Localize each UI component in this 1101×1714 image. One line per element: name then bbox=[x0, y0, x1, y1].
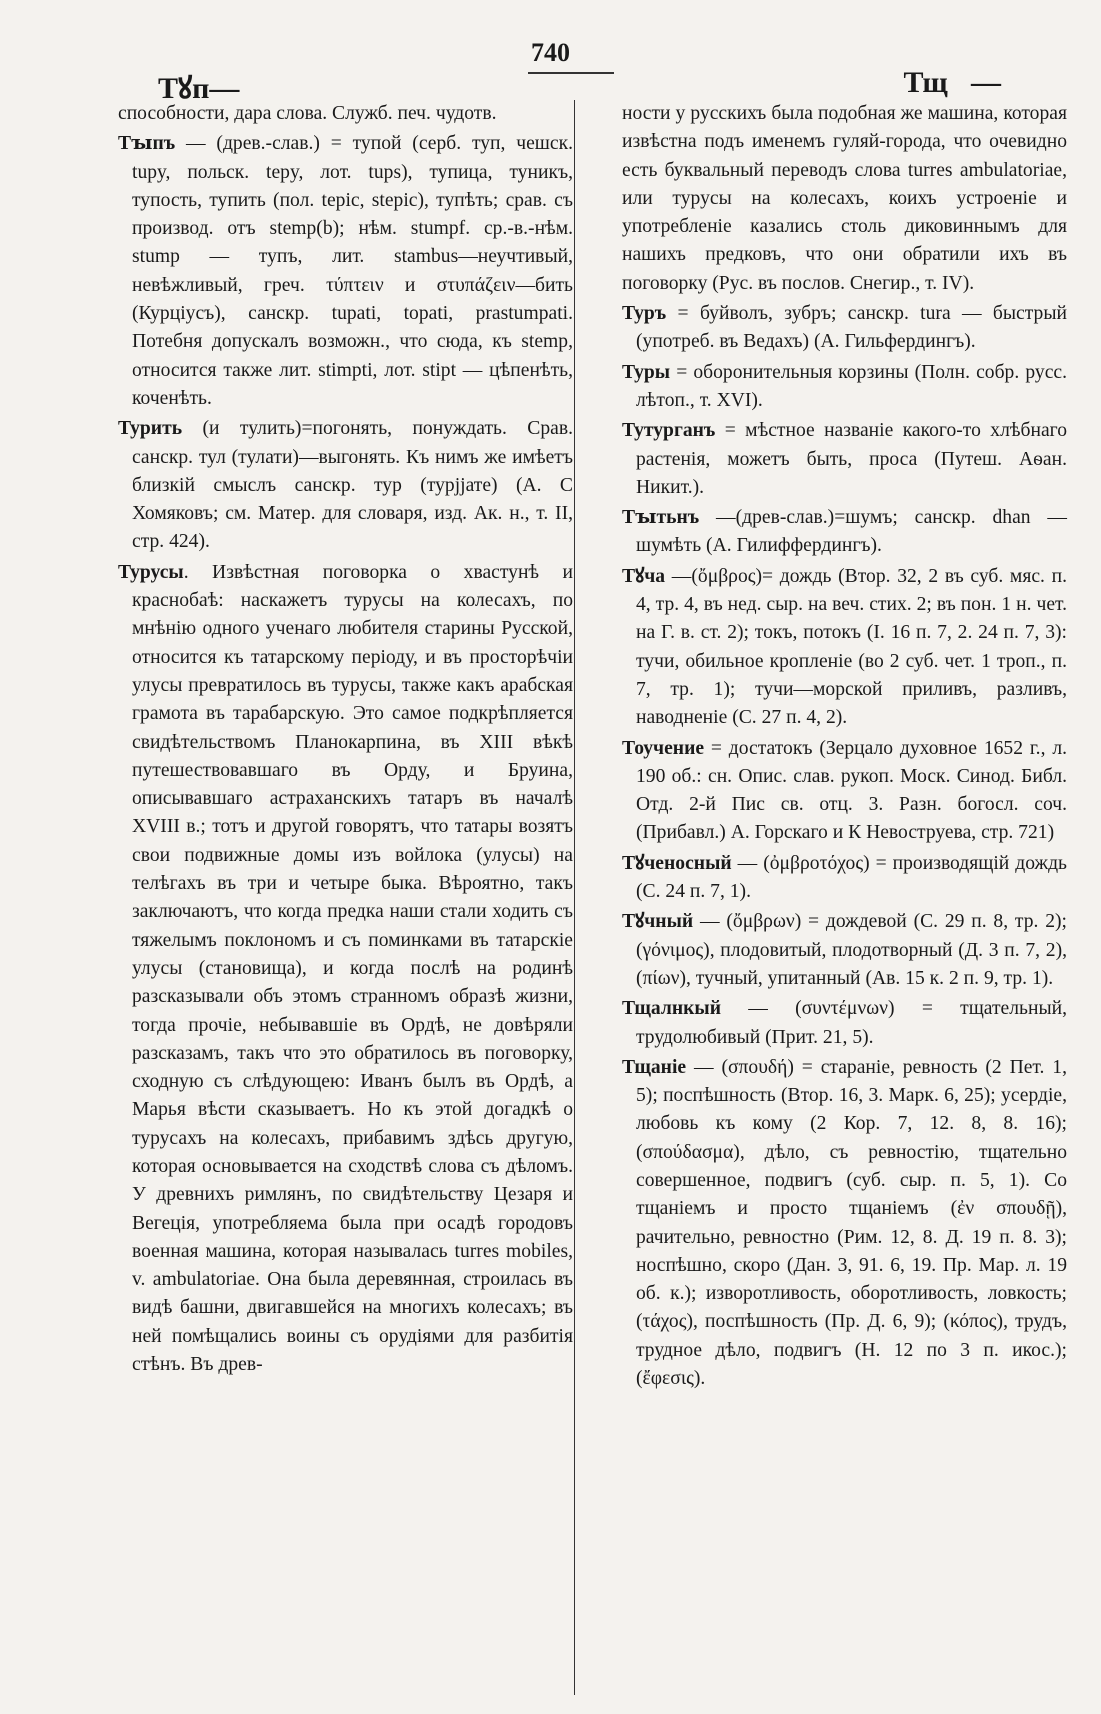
entry-turusy bbox=[118, 559, 573, 1380]
entry-tury bbox=[622, 359, 1067, 416]
headword: Туры bbox=[622, 361, 671, 383]
headword: Турить bbox=[118, 418, 183, 440]
entry-tytn bbox=[622, 504, 1067, 561]
entry-tuchny bbox=[622, 908, 1067, 993]
headword: Туръ bbox=[622, 303, 667, 325]
entry-text: (и тулить)=погонять, понуждать. Срав. санскр. тул (тулати)—выгонять. Къ нимъ же имѣетъ близкій смыслъ санскр. тур (турjjате) (А. С Хомяковъ; см. Матер. для словаря, изд. Ак. н., т. II, стр. 424). bbox=[132, 418, 573, 553]
header-rule bbox=[528, 72, 614, 74]
entry-text: — (древ.-слав.) = тупой (серб. туп, чешск. tupy, польск. tepy, лот. tups), тупица, туникъ, тупость, тупить (пол. tepic, stepic), тупѣть; срав. съ производ. отъ stemp(b); нѣм. stumpf. ср.-в.-нѣм. stump — тупъ, лит. stambus—неучтивый, невѣжливый, греч. τύπτειν и στυπάζειν—бить (Курціусъ), санскр. tupati, topati, prastumpati. Потебня допускалъ возможн., что сюда, къ stemp, относится также лит. stimpti, лот. stipt — цѣпенѣть, коченѣть. bbox=[132, 133, 573, 409]
headword: Тщаніе bbox=[622, 1056, 687, 1078]
headword: Тꙑпъ bbox=[118, 133, 176, 155]
entry-text: = мѣстное названіе какого-то хлѣбнаго растенія, можетъ быть, проса (Путеш. Аѳан. Никит.). bbox=[636, 420, 1067, 498]
headword: Тꙋченосный bbox=[622, 852, 732, 874]
entry-text: — (συντέμνων) = тщательный, трудолюбивый (Прит. 21, 5). bbox=[636, 998, 1067, 1048]
entry-tucha bbox=[622, 563, 1067, 733]
page-header bbox=[0, 38, 1101, 105]
headword: Турусы bbox=[118, 561, 184, 583]
entry-turit bbox=[118, 415, 573, 556]
headword: Тоучение bbox=[622, 737, 705, 759]
entry-text: — (ὄμβρων) = дождевой (С. 29 п. 8, тр. 2); (γόνιμος), плодовитый, плодотворный (Д. 3 п. 7, 2), (πίων), тучный, упитанный (Ав. 15 к. 2 п. 9, тр. 1). bbox=[636, 911, 1067, 989]
entry-touchenie bbox=[622, 735, 1067, 848]
left-column bbox=[118, 100, 573, 1381]
entry-text: —(древ-слав.)=шумъ; санскр. dhan — шумѣть (А. Гилиффердингъ). bbox=[636, 507, 1067, 557]
headword: Тꙋча bbox=[622, 565, 666, 587]
running-head-right: Тщⷶ— bbox=[903, 66, 1001, 99]
entry-text: —(ὄμβρος)= дождь (Втор. 32, 2 въ суб. мяс. п. 4, тр. 4, въ нед. сыр. на веч. стих. 2; въ пон. 1 н. чет. на Г. в. ст. 2); токъ, потокъ (І. 16 п. 7, 2. 24 п. 7, 3): тучи, обильное кропленіе (во 2 суб. чет. 1 троп., п. 7, тр. 1); тучи—морской приливъ, разливъ, наводненіе (С. 27 п. 4, 2). bbox=[636, 565, 1067, 729]
entry-tuturgan bbox=[622, 417, 1067, 502]
entry-continuation: ности у русскихъ была подобная же машина, которая извѣстна подъ именемъ гуляй-города, что очевидно есть буквальный переводъ слова turres ambulatoriae, или турусы на колесахъ, коихъ устроеніе и употребленіе казались столь диковиннымъ для нашихъ предковъ, что они обратили ихъ въ поговорку (Рус. въ послов. Снегир., т. IV). bbox=[622, 103, 1067, 294]
entry-tshchalnky bbox=[622, 995, 1067, 1052]
entry-tupъ bbox=[118, 130, 573, 413]
headword: Тꙑтьнъ bbox=[622, 507, 700, 529]
headword: Тщалнкый bbox=[622, 998, 721, 1020]
column-divider bbox=[574, 100, 575, 1695]
entry-text: — (σπουδή) = стараніе, ревность (2 Пет. 1, 5); поспѣшность (Втор. 16, 3. Марк. 6, 25); усердіе, любовь къ кому (2 Кор. 7, 12. 8, 8. 16); (σπούδασμα), дѣло, съ ревностію, тщательно совершенное, подвигъ (суб. сыр. п. 5, 1). Со тщаніемъ и просто тщаніемъ (ἐν σπουδῇ), рачительно, ревностно (Рим. 12, 8. Д. 19 п. 8. 3); носпѣшно, скоро (Дан. 3, 91. 6, 19. Пр. Мар. л. 19 об. к.); изворотливость, оборотливость, ловкость; (τάχος), поспѣшность (Пр. Д. 6, 9); (κόπος), трудъ, трудное дѣло, подвигъ (Н. 12 по 3 п. икос.); (ἔφεσις). bbox=[636, 1056, 1067, 1390]
entry-text: — (ὀμβροτόχος) = производящій дождь (С. 24 п. 7, 1). bbox=[636, 852, 1067, 903]
entry-tshchanie bbox=[622, 1054, 1067, 1394]
entry-text: = достатокъ (Зерцало духовное 1652 г., л. 190 об.: сн. Опис. слав. рукоп. Моск. Синод. Библ. Отд. 2-й Пис св. отц. 3. Разн. богосл. соч. (Прибавл.) А. Горскаго и К Невоструева, стр. 721) bbox=[636, 737, 1067, 844]
entry-tur bbox=[622, 300, 1067, 357]
entry-text: . Извѣстная поговорка о хвастунѣ и краснобаѣ: наскажетъ турусы на колесахъ, по мнѣнію одного ученаго любителя старины Русской, относится къ татарскому періоду, и въ просторѣчіи улусы превратилось въ турусы, также какъ арабская грамота въ тарабарскую. Это самое подкрѣпляется свидѣтельствомъ Планокарпина, въ XIII вѣкѣ путешествовавшаго въ Орду, и Бруина, описывавшаго астраханскихъ татаръ въ началѣ XVIII в.; тотъ и другой говорятъ, что татары возятъ свои подвижные домы изъ войлока (улусы) на телѣгахъ въ три и четыре быка. Вѣроятно, такъ заключаютъ, что когда предка наши стали ходить съ тяжелымъ поклономъ и съ поминками въ татарскіе улусы (становища), и когда послѣ на родинѣ разсказывали объ этомъ странномъ образѣ жизни, тогда прочіе, небывавшіе въ Ордѣ, не довѣряли разсказамъ, такъ что это обратилось въ поговорку, сходную съ слѣдующею: Иванъ былъ въ Ордѣ, а Марья вѣсти сказываетъ. Но къ этой догадкѣ о турусахъ на колесахъ, прибавимъ здѣсь другую, которая основывается на сходствѣ слова съ дѣломъ. У древнихъ римлянъ, по свидѣтельству Цезаря и Вегеція, употребляема была при осадѣ городовъ военная машина, которая называлась turres mobiles, v. ambulatoriae. Она была деревянная, строилась въ видѣ башни, двигавшейся на многихъ колесахъ; въ ней помѣщались воины съ орудіями для разбитія стѣнъ. Въ древ- bbox=[132, 561, 573, 1376]
running-head-left: Тꙋп— bbox=[158, 72, 240, 105]
headword: Тꙋчный bbox=[622, 911, 694, 933]
page-number: 740 bbox=[531, 38, 570, 67]
headword: Тутурганъ bbox=[622, 420, 716, 442]
right-column bbox=[622, 100, 1067, 1395]
entry-tuchenosny bbox=[622, 850, 1067, 907]
entry-text: = буйволъ, зубръ; санскр. tura — быстрый (употреб. въ Ведахъ) (А. Гильфердингъ). bbox=[636, 303, 1067, 353]
entry-continuation: способности, дара слова. Служб. печ. чудотв. bbox=[118, 103, 497, 124]
entry-text: = оборонительныя корзины (Полн. собр. русс. лѣтоп., т. XVI). bbox=[636, 361, 1067, 411]
